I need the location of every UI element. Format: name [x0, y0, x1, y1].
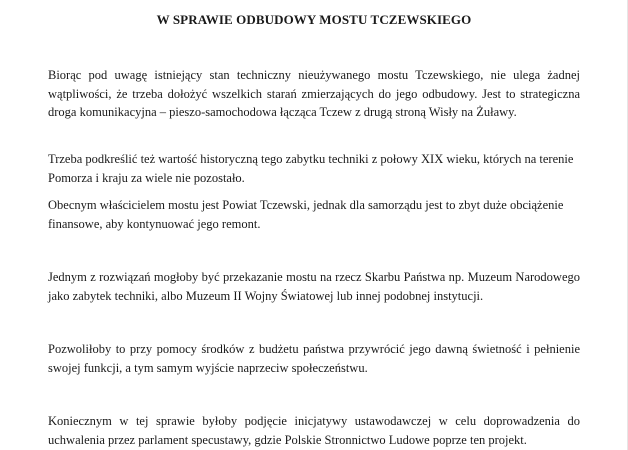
document-title: W SPRAWIE ODBUDOWY MOSTU TCZEWSKIEGO [156, 12, 472, 27]
paragraph-2: Trzeba podkreślić też wartość historyczną tego zabytku techniki z połowy XIX wieku, których na terenie Pomorza i kraju za wiele nie pozostało. [48, 152, 574, 185]
paragraph-5: Pozwoliłoby to przy pomocy środków z budżetu państwa przywrócić jego dawną świetność i pełnienie swojej funkcji, a tym samym wyjście naprzeciw społeczeństwu. [48, 342, 580, 375]
paragraph-4: Jednym z rozwiązań mogłoby być przekazanie mostu na rzecz Skarbu Państwa np. Muzeum Narodowego jako zabytek techniki, albo Muzeum II Wojny Światowej lub innej podobnej instytucji. [48, 270, 580, 303]
paragraph-6: Koniecznym w tej sprawie byłoby podjęcie inicjatywy ustawodawczej w celu doprowadzenia do uchwalenia przez parlament specustawy, gdzie Polskie Stronnictwo Ludowe poprze ten projekt. [48, 414, 580, 447]
paragraph-1: Biorąc pod uwagę istniejący stan techniczny nieużywanego mostu Tczewskiego, nie ulega żadnej wątpliwości, że trzeba dołożyć wszelkich starań zmierzających do jego odbudowy. Jest to strategiczna droga komunikacyjna – pieszo-samochodowa łącząca Tczew z drugą stroną Wisły na Żuławy. [48, 68, 580, 119]
paragraph-3: Obecnym właścicielem mostu jest Powiat Tczewski, jednak dla samorządu jest to zbyt duże obciążenie finansowe, aby kontynuować jego remont. [48, 198, 564, 231]
